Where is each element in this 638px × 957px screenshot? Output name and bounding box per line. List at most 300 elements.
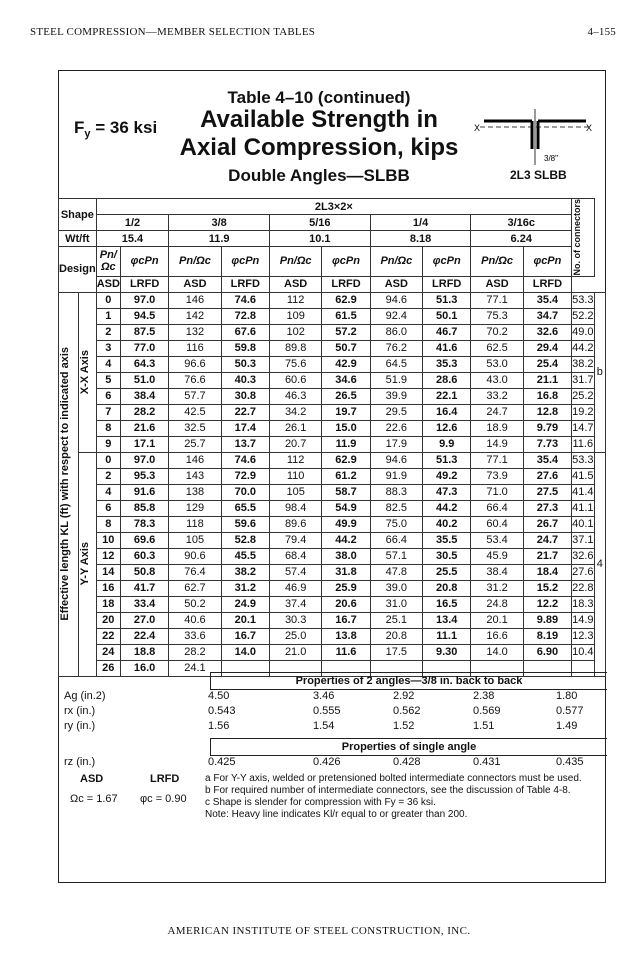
- cell: 17.9: [370, 436, 422, 452]
- cell: 54.9: [322, 500, 370, 516]
- cell: 19.2: [572, 406, 594, 419]
- cell: 49.2: [423, 468, 471, 484]
- kl-value: 20: [96, 612, 120, 628]
- cell: 41.7: [120, 580, 168, 596]
- cell: 18.9: [471, 420, 523, 436]
- prop2-value: 4.50: [208, 690, 230, 702]
- cell: 97.0: [120, 452, 168, 468]
- cell: 11.6: [572, 438, 594, 451]
- cell: 105: [169, 532, 221, 548]
- cell: 24.7: [523, 532, 571, 548]
- cell: 61.5: [322, 308, 370, 324]
- cell: 17.4: [221, 420, 269, 436]
- cell: 10.4: [572, 646, 594, 659]
- cell: 92.4: [370, 308, 422, 324]
- cell: 25.4: [523, 356, 571, 372]
- cell: 12.3: [572, 630, 594, 643]
- cell: 68.4: [269, 548, 321, 564]
- cell: 40.6: [169, 612, 221, 628]
- weight-4: 6.24: [471, 231, 572, 247]
- cell: 53.3: [572, 294, 594, 307]
- cell: 50.2: [169, 596, 221, 612]
- title-line-1: Available Strength in: [200, 106, 438, 133]
- cell: 66.4: [370, 532, 422, 548]
- thickness-4: 3/16c: [471, 215, 572, 231]
- cell: 62.9: [322, 292, 370, 308]
- thickness-0: 1/2: [96, 215, 169, 231]
- table-row: [59, 452, 606, 468]
- properties-single-angle-title: Properties of single angle: [210, 738, 607, 756]
- cell: 53.0: [471, 356, 523, 372]
- cell: 79.4: [269, 532, 321, 548]
- table-row: [59, 436, 606, 452]
- cell: 22.7: [221, 404, 269, 420]
- cell: 53.3: [572, 454, 594, 467]
- prop2-value: 0.543: [208, 705, 236, 717]
- col-method-4-0: ASD: [471, 276, 523, 292]
- kl-value: 22: [96, 628, 120, 644]
- cell: 72.9: [221, 468, 269, 484]
- cell: 118: [169, 516, 221, 532]
- cell: 35.3: [423, 356, 471, 372]
- cell: 20.7: [269, 436, 321, 452]
- cell: 28.2: [120, 404, 168, 420]
- publisher-footer: AMERICAN INSTITUTE OF STEEL CONSTRUCTION, INC.: [167, 925, 471, 937]
- col-sub-2-1: φcPn: [322, 247, 370, 277]
- kl-value: 26: [96, 660, 120, 676]
- col-sub-3-0: Pn/Ωc: [370, 247, 422, 277]
- cell: 16.5: [423, 596, 471, 612]
- cell: 40.2: [423, 516, 471, 532]
- cell: 38.2: [221, 564, 269, 580]
- cell: 87.5: [120, 324, 168, 340]
- cell: 21.1: [523, 372, 571, 388]
- cell: 42.9: [322, 356, 370, 372]
- cell: 34.2: [269, 404, 321, 420]
- cell: 76.4: [169, 564, 221, 580]
- cell: 51.3: [423, 292, 471, 308]
- cell: 25.9: [322, 580, 370, 596]
- col-method-2-0: ASD: [269, 276, 321, 292]
- title-line-2: Axial Compression, kips: [179, 134, 459, 161]
- kl-value: 14: [96, 564, 120, 580]
- cell: 40.1: [572, 518, 594, 531]
- cell: 91.9: [370, 468, 422, 484]
- cell: 28.6: [423, 372, 471, 388]
- table-number: Table 4–10 (continued): [227, 88, 411, 107]
- kl-value: 0: [96, 292, 120, 308]
- cell: 45.5: [221, 548, 269, 564]
- cell: 69.6: [120, 532, 168, 548]
- section-label: 2L3 SLBB: [510, 168, 567, 182]
- cell: 38.4: [471, 564, 523, 580]
- kl-value: 12: [96, 548, 120, 564]
- prop2-value: 0.577: [556, 705, 584, 717]
- cell: 73.9: [471, 468, 523, 484]
- kl-value: 3: [96, 340, 120, 356]
- cell: 59.8: [221, 340, 269, 356]
- table-row: [59, 500, 606, 516]
- cell: 33.2: [471, 388, 523, 404]
- table-row: [59, 308, 606, 324]
- prop2-value: 0.569: [473, 705, 501, 717]
- kl-value: 8: [96, 420, 120, 436]
- cell: 64.3: [120, 356, 168, 372]
- cell: 50.7: [322, 340, 370, 356]
- cell: 116: [169, 340, 221, 356]
- prop2-value: 1.51: [473, 720, 495, 732]
- table-row: [59, 404, 606, 420]
- thickness-3: 1/4: [370, 215, 471, 231]
- connectors-value: b: [594, 292, 605, 452]
- col-method-2-1: LRFD: [322, 276, 370, 292]
- cell: 11.9: [322, 436, 370, 452]
- cell: 25.7: [169, 436, 221, 452]
- properties-two-angles-title: Properties of 2 angles—3/8 in. back to back: [210, 672, 607, 690]
- cell: 29.4: [523, 340, 571, 356]
- cell: 25.1: [370, 612, 422, 628]
- cell: 74.6: [221, 452, 269, 468]
- cell: 78.3: [120, 516, 168, 532]
- cell: 50.8: [120, 564, 168, 580]
- cell: 22.1: [423, 388, 471, 404]
- cell: 25.0: [269, 628, 321, 644]
- cell: 51.0: [120, 372, 168, 388]
- cell: 59.6: [221, 516, 269, 532]
- prop2-value: 3.46: [313, 690, 335, 702]
- col-method-0-0: ASD: [96, 278, 120, 291]
- connectors-value: 4: [594, 452, 605, 676]
- cell: 146: [169, 292, 221, 308]
- table-row: [59, 468, 606, 484]
- cell: 132: [169, 324, 221, 340]
- thickness-1: 3/8: [169, 215, 270, 231]
- cell: 143: [169, 468, 221, 484]
- cell: 97.0: [120, 292, 168, 308]
- vlab-text: Effective length KL (ft) with respect to indicated axis: [59, 347, 71, 621]
- col-sub-4-0: Pn/Ωc: [471, 247, 523, 277]
- thickness-2: 5/16: [269, 215, 370, 231]
- wtft-label: Wt/ft: [59, 231, 97, 247]
- cell: 9.30: [423, 644, 471, 660]
- cell: 53.4: [471, 532, 523, 548]
- cell: 45.9: [471, 548, 523, 564]
- axis-label: [79, 452, 97, 676]
- cell: 35.5: [423, 532, 471, 548]
- cell: 102: [269, 324, 321, 340]
- cell: 37.4: [269, 596, 321, 612]
- col-method-4-1: LRFD: [523, 276, 571, 292]
- col-method-1-1: LRFD: [221, 276, 269, 292]
- prop2-value: 0.562: [393, 705, 421, 717]
- cell: 18.4: [523, 564, 571, 580]
- cell: 14.0: [471, 644, 523, 660]
- cell: 26.7: [523, 516, 571, 532]
- cell: 52.8: [221, 532, 269, 548]
- cell: 94.5: [120, 308, 168, 324]
- cell: 39.0: [370, 580, 422, 596]
- cell: 86.0: [370, 324, 422, 340]
- page-number: 4–155: [587, 26, 616, 38]
- table-row: [59, 484, 606, 500]
- cell: 11.1: [423, 628, 471, 644]
- cell: 32.6: [523, 324, 571, 340]
- cell: 62.5: [471, 340, 523, 356]
- axis-label: [79, 292, 97, 452]
- weight-0: 15.4: [96, 231, 169, 247]
- cell: 16.7: [322, 612, 370, 628]
- cell: 138: [169, 484, 221, 500]
- cell: 31.0: [370, 596, 422, 612]
- kl-value: 4: [96, 356, 120, 372]
- cell: 51.3: [423, 452, 471, 468]
- cell: 46.7: [423, 324, 471, 340]
- prop2-value: 0.555: [313, 705, 341, 717]
- col-method-3-0: ASD: [370, 276, 422, 292]
- cell: 112: [269, 292, 321, 308]
- cell: 22.6: [370, 420, 422, 436]
- prop2-value: 1.54: [313, 720, 335, 732]
- cell: 24.7: [471, 404, 523, 420]
- cell: 88.3: [370, 484, 422, 500]
- connectors-header: No. of connectors: [572, 199, 594, 277]
- yield-strength: $F_y = 36$ ksi: [74, 118, 158, 141]
- cell: 57.4: [269, 564, 321, 580]
- cell: 13.8: [322, 628, 370, 644]
- design-label: Design: [59, 247, 97, 293]
- prop1-value: 0.435: [556, 756, 584, 768]
- cell: 27.5: [523, 484, 571, 500]
- kl-value: 1: [96, 308, 120, 324]
- axis-text: X-X Axis: [79, 349, 91, 395]
- cell: 44.2: [322, 532, 370, 548]
- kl-value: 8: [96, 516, 120, 532]
- cell: 41.4: [572, 486, 594, 499]
- cell: 21.6: [120, 420, 168, 436]
- cell: 110: [269, 468, 321, 484]
- cell: 98.4: [269, 500, 321, 516]
- kl-value: 24: [96, 644, 120, 660]
- cell: 14.9: [471, 436, 523, 452]
- cell: 75.3: [471, 308, 523, 324]
- cell: 109: [269, 308, 321, 324]
- cell: 50.3: [221, 356, 269, 372]
- cell: 15.0: [322, 420, 370, 436]
- cell: 60.4: [471, 516, 523, 532]
- cell: 60.6: [269, 372, 321, 388]
- table-row: [59, 356, 606, 372]
- cell: 146: [169, 452, 221, 468]
- cell: 75.0: [370, 516, 422, 532]
- cell: 38.2: [572, 358, 594, 371]
- svg-text:X: X: [474, 123, 481, 133]
- cell: 61.2: [322, 468, 370, 484]
- prop2-value: 2.92: [393, 690, 415, 702]
- table-row: [59, 628, 606, 644]
- cell: 14.0: [221, 644, 269, 660]
- table-row: [59, 596, 606, 612]
- cell: 66.4: [471, 500, 523, 516]
- cell: 74.6: [221, 292, 269, 308]
- kl-value: 2: [96, 468, 120, 484]
- weight-2: 10.1: [269, 231, 370, 247]
- cell: 52.2: [572, 310, 594, 323]
- prop2-value: 1.80: [556, 690, 578, 702]
- cell: 72.8: [221, 308, 269, 324]
- table-row: [59, 644, 606, 660]
- cell: 60.3: [120, 548, 168, 564]
- cell: 71.0: [471, 484, 523, 500]
- cell: 112: [269, 452, 321, 468]
- shape-label: Shape: [59, 199, 97, 231]
- cell: 8.19: [523, 628, 571, 644]
- col-method-3-1: LRFD: [423, 276, 471, 292]
- kl-value: 9: [96, 436, 120, 452]
- cell: 38.4: [120, 388, 168, 404]
- cell: 94.6: [370, 292, 422, 308]
- table-row: [59, 532, 606, 548]
- cell: 89.6: [269, 516, 321, 532]
- cell: 42.5: [169, 404, 221, 420]
- cell: 33.6: [169, 628, 221, 644]
- cell: 14.7: [572, 422, 594, 435]
- cell: 47.8: [370, 564, 422, 580]
- cell: 31.7: [572, 374, 594, 387]
- cell: 82.5: [370, 500, 422, 516]
- table-row: [59, 292, 606, 308]
- table-row: [59, 516, 606, 532]
- cell: 35.4: [523, 292, 571, 308]
- omega-value: Ωc = 1.67: [70, 793, 118, 805]
- prop2-label: rx (in.): [64, 705, 96, 717]
- cell: 96.6: [169, 356, 221, 372]
- cell: 41.6: [423, 340, 471, 356]
- cell: 43.0: [471, 372, 523, 388]
- kl-value: 5: [96, 372, 120, 388]
- shape-designation: 2L3×2×: [96, 199, 571, 215]
- cell: 76.6: [169, 372, 221, 388]
- cell: 9.9: [423, 436, 471, 452]
- cell: 13.4: [423, 612, 471, 628]
- cell: 11.6: [322, 644, 370, 660]
- cell: 24.8: [471, 596, 523, 612]
- cell: 17.1: [120, 436, 168, 452]
- cell: 47.3: [423, 484, 471, 500]
- cell: 16.6: [471, 628, 523, 644]
- svg-text:3/8": 3/8": [544, 154, 558, 163]
- cell: 12.6: [423, 420, 471, 436]
- kl-value: 10: [96, 532, 120, 548]
- cell: 9.89: [523, 612, 571, 628]
- cell: 27.0: [120, 612, 168, 628]
- cell: 18.8: [120, 644, 168, 660]
- cell: 21.7: [523, 548, 571, 564]
- cell: 24.9: [221, 596, 269, 612]
- cell: 20.1: [471, 612, 523, 628]
- effective-length-label: [59, 292, 79, 676]
- cell: 35.4: [523, 452, 571, 468]
- cell: 7.73: [523, 436, 571, 452]
- prop1-value: 0.431: [473, 756, 501, 768]
- cell: 62.9: [322, 452, 370, 468]
- cell: 85.8: [120, 500, 168, 516]
- cell: 30.3: [269, 612, 321, 628]
- kl-value: 18: [96, 596, 120, 612]
- table-row: [59, 548, 606, 564]
- table-row: [59, 388, 606, 404]
- col-sub-1-1: φcPn: [221, 247, 269, 277]
- cell: 22.8: [572, 582, 594, 595]
- cell: 90.6: [169, 548, 221, 564]
- cell: 14.9: [572, 614, 594, 627]
- cell: 50.1: [423, 308, 471, 324]
- cell: 58.7: [322, 484, 370, 500]
- cell: 64.5: [370, 356, 422, 372]
- cell: 91.6: [120, 484, 168, 500]
- cell: 25.5: [423, 564, 471, 580]
- cell: 44.2: [572, 342, 594, 355]
- col-sub-0-0: Pn/Ωc: [96, 247, 120, 277]
- kl-value: 7: [96, 404, 120, 420]
- cell: 57.1: [370, 548, 422, 564]
- cell: 29.5: [370, 404, 422, 420]
- cell: 20.8: [370, 628, 422, 644]
- cell: 105: [269, 484, 321, 500]
- col-sub-2-0: Pn/Ωc: [269, 247, 321, 277]
- cell: 95.3: [120, 468, 168, 484]
- table-row: [59, 612, 606, 628]
- cell: 25.2: [572, 390, 594, 403]
- prop1-value: 0.425: [208, 756, 236, 768]
- cell: 12.2: [523, 596, 571, 612]
- table-row: [59, 324, 606, 340]
- prop1-value: 0.428: [393, 756, 421, 768]
- weight-1: 11.9: [169, 231, 270, 247]
- strength-table: [58, 198, 606, 677]
- lrfd-label: LRFD: [150, 773, 180, 785]
- cell: 33.4: [120, 596, 168, 612]
- cell: 70.2: [471, 324, 523, 340]
- cell: 41.5: [572, 470, 594, 483]
- cell: 31.8: [322, 564, 370, 580]
- col-method-0-1: LRFD: [120, 276, 168, 292]
- table-row: [59, 564, 606, 580]
- cell: 27.6: [523, 468, 571, 484]
- prop2-value: 1.52: [393, 720, 415, 732]
- cell: 16.7: [221, 628, 269, 644]
- cell: 31.2: [221, 580, 269, 596]
- cell: 142: [169, 308, 221, 324]
- cell: 21.0: [269, 644, 321, 660]
- cell: 16.8: [523, 388, 571, 404]
- cell: 30.8: [221, 388, 269, 404]
- cell: 49.0: [572, 326, 594, 339]
- cell: 65.5: [221, 500, 269, 516]
- cell: 16.4: [423, 404, 471, 420]
- cell: 38.0: [322, 548, 370, 564]
- axis-text: Y-Y Axis: [79, 542, 91, 586]
- prop2-value: 1.49: [556, 720, 578, 732]
- table-row: [59, 580, 606, 596]
- cell: 26.5: [322, 388, 370, 404]
- cell: 32.6: [572, 550, 594, 563]
- cell: 44.2: [423, 500, 471, 516]
- cell: 129: [169, 500, 221, 516]
- prop2-label: Ag (in.2): [64, 690, 106, 702]
- section-diagram-icon: [474, 109, 594, 169]
- cell: 70.0: [221, 484, 269, 500]
- cell: 12.8: [523, 404, 571, 420]
